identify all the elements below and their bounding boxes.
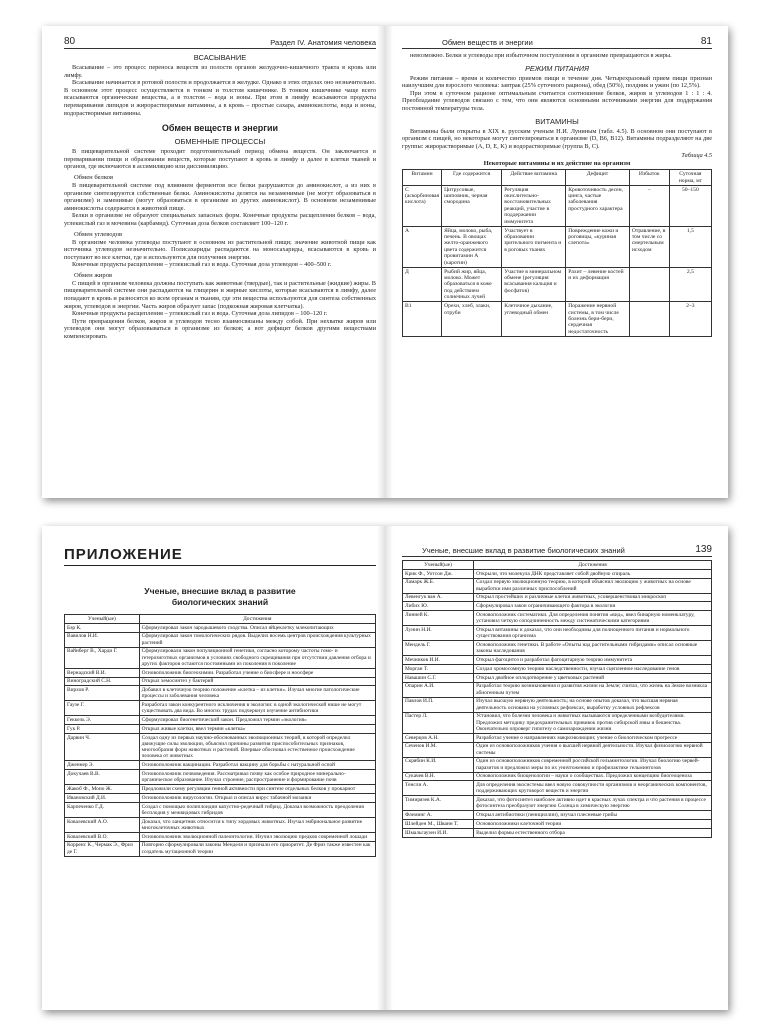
table-cell: Открыл витамины и доказал, что они необходимы для полноценного питания и нормального существования организма xyxy=(474,626,712,641)
table-cell: Создал хромосомную теорию наследственности, изучал сцепленное наследование генов xyxy=(474,664,712,673)
paragraph: Витамины были открыты в XIX в. русским ученым Н.И. Луниным (табл. 4.5). В основном они поступают в организм с пищей, но некоторые могут синтезироваться в организме (D, B6, B12). Витамины подразделяют на две группы: жирорастворимые (A, D, E, K) и водорастворимые (группа B, C). xyxy=(402,127,712,150)
paragraph: Всасывание – это процесс переноса веществ из полости органов желудочно-кишечного тракта в кровь или лимфу. xyxy=(64,64,376,79)
table-cell: Сформулировал закон зародышевого сходства. Описал яйцеклетку млекопитающих xyxy=(139,623,375,632)
subheading-fats: Обмен жиров xyxy=(74,271,113,279)
table-cell: Ковалевский В.О. xyxy=(65,832,140,841)
table-row xyxy=(65,677,376,686)
table-cell: Навашин С.Г. xyxy=(403,673,474,682)
table-cell: Вернадский В.И. xyxy=(65,668,140,677)
table-cell: Основоположники клеточной теории xyxy=(474,820,712,829)
table-cell: C (аскорбиновая кислота) xyxy=(403,185,442,226)
subheading-protein: Обмен белков xyxy=(74,173,114,181)
paragraph: невозможно. Белки и углеводы при избыточном поступлении в организме превращаются в жиры. xyxy=(410,52,672,59)
table-header-row xyxy=(65,615,376,624)
table-cell: Для определения экосистемы ввел новую совокупности организмов и неорганических компонентов, поддерживающих круговорот веществ и энергии xyxy=(474,781,712,796)
table-cell: Гук Р. xyxy=(65,725,140,734)
table-cell: Вайнберг В., Харди Г. xyxy=(65,647,140,668)
table-row xyxy=(403,569,712,578)
table-row xyxy=(403,611,712,626)
table-row xyxy=(403,781,712,796)
table-cell: 2–3 xyxy=(669,302,711,337)
paragraph: Всасывание начинается в ротовой полости и продолжается в желудке. Однако в этих отделах оно незначительно. В основном этот процесс осуществляется в тонком и толстом кишечнике. В тонком кишечнике чаще всего всасываются органические вещества, а в толстом – вода и ионы. При этом в лимфу всасываются продукты переваривания липидов и жирорастворимые витамины, а в кровь – простые сахара, аминокислоты, вода и ионы, водорастворимые витамины. xyxy=(64,79,376,117)
paragraph: Режим питания – время и количество приемов пищи в течение дня. Четырехразовый прием пищи признан наилучшим для взрослого человека: завтрак (25% суточного рациона), обед (50%), полдник и ужин (по 12,5%). xyxy=(402,74,712,90)
table-cell: Основоположник вирусологии. Открыл и описал вирус табачной мозаики xyxy=(139,793,375,802)
table-cell: Установил, что болезни человека и животных вызываются определенными возбудителями. Предложил методику предохранительных прививок против сибирской язвы и бешенства. Окончательно опроверг гипотезу о самозарождении жизни xyxy=(474,712,712,733)
table-header-cell: Действие витамина xyxy=(502,170,566,185)
table-row xyxy=(403,578,712,593)
paragraph: В пищеварительной системе проходит подготовительный период обмена веществ. Он заключается в переваривании пищи и образовании веществ, которые поступают в кровь и лимфу и далее в клетки тканей и органов, где включаются в ассимиляцию или диссимиляцию. xyxy=(64,148,376,171)
table-cell: Повреждение кожи и роговицы, «куриная слепота» xyxy=(566,226,630,267)
table-cell: Создал первую эволюционную теорию, в которой объяснил эволюцию у животных на основе выработки ими различных приспособлений xyxy=(474,578,712,593)
table-cell: Основоположник почвоведения. Рассматривал почву как особое природное минерально-органическое образование. Изучал строение, распространение и формирование почв xyxy=(139,770,375,785)
table-cell: Геккель Э. xyxy=(65,716,140,725)
table-cell: Шмальгаузен И.И. xyxy=(403,828,474,837)
table-cell: Основоположник эволюционной палеонтологии. Изучил эволюцию предков современной лошади xyxy=(139,832,375,841)
table-header-cell: Ученый(ые) xyxy=(403,561,474,570)
table-cell: Тенсли А. xyxy=(403,781,474,796)
table-cell: Лунин Н.И. xyxy=(403,626,474,641)
table-cell: Основоположник биогеохимии. Разработал учение о биосфере и ноосфере xyxy=(139,668,375,677)
table-cell: Цитрусовые, шиповник, черная смородина xyxy=(442,185,502,226)
table-row xyxy=(65,770,376,785)
paragraph: Белки в организме не образуют специальных запасных форм. Конечные продукты расщепления белков – вода, углекислый газ и мочевина (карбамид). Суточная доза белков составляет 100–120 г. xyxy=(64,212,376,227)
table-row xyxy=(403,796,712,811)
table-header-cell: Где содержится xyxy=(442,170,502,185)
table-cell: Шлейден М., Шванн Т. xyxy=(403,820,474,829)
table-row xyxy=(403,733,712,742)
vitamins-table xyxy=(402,169,712,337)
table-cell: Сформулировал закон ограничивающего фактора в экологии xyxy=(474,602,712,611)
table-cell: Бэр К. xyxy=(65,623,140,632)
table-row xyxy=(65,668,376,677)
table-cell: Клеточное дыхание, углеводный обмен xyxy=(502,302,566,337)
table-cell: Добавил в клеточную теорию положение «клетка – из клетки». Изучал многие патологические процессы и заболевания человека xyxy=(139,686,375,701)
table-cell: Виноградский С.Н. xyxy=(65,677,140,686)
table-cell: Докучаев В.В. xyxy=(65,770,140,785)
paragraph: В организме человека углеводы поступают в основном из растительной пищи; значение животной пищи как источника углеводов незначительно. Полисахариды распадаются на моносахариды, всасываются в кровь и поступают во все клетки, где и используются для получения энергии. xyxy=(64,238,376,261)
paragraph: Пути превращения белков, жиров и углеводов тесно взаимосвязаны между собой. При нехватке жиров или углеводов они могут образовываться в организме из белков; а вот дефицит белков другими веществами компенсировать xyxy=(64,317,376,341)
table-cell: Мечников И.И. xyxy=(403,656,474,665)
table-cell: Открыл хемосинтез у бактерий xyxy=(139,677,375,686)
table-cell: Ковалевский А.О. xyxy=(65,817,140,832)
table-row xyxy=(403,602,712,611)
table-cell: Разработал учение о направлениях макроэволюции; учение о биологическом прогрессе xyxy=(474,733,712,742)
table-cell: Один из основоположников современной российской гельминтологии. Изучал биологию червей-паразитов и предложил меры по их уничтожению и профилактике гельминтозов xyxy=(474,757,712,772)
table-cell: Предложили схему регуляции генной активности при синтезе отдельных белков у прокариот xyxy=(139,785,375,794)
table-row xyxy=(403,682,712,697)
paragraph: В пищеварительной системе под влиянием ферментов все белки разрушаются до аминокислот, а из них в организме синтезируются собственные белки. Аминокислоты делятся на незаменимые (не могут образоваться в организме) и заменимые (могут образоваться в организме из других аминокислот). В основном незаменимые аминокислоты содержатся в животной пище. xyxy=(64,181,376,212)
table-cell: Сеченов И.М. xyxy=(403,742,474,757)
table-cell: Основоположник биоценологии – науки о сообществах. Предложил концепцию биогеоценоза xyxy=(474,772,712,781)
table-row xyxy=(403,697,712,712)
table-row xyxy=(403,811,712,820)
table-cell: Открыл фагоцитоз и разработал фагоцитарную теорию иммунитета xyxy=(474,656,712,665)
paragraph: При этом в суточном рационе оптимальным считается соотношение белков, жиров и углеводов 1 : 1 : 4. Преобладание углеводов связано с тем, что они являются основными источниками энергии для поддержания постоянной температуры тела. xyxy=(402,89,712,112)
table-cell: Карпеченко Г.Д. xyxy=(65,802,140,817)
paragraph: Конечные продукты расщепления – углекислый газ и вода. Суточная доза углеводов – 400–500 г. xyxy=(72,261,332,269)
heading-vitamins: ВИТАМИНЫ xyxy=(535,116,579,126)
table-header-row xyxy=(403,561,712,570)
running-head-139 xyxy=(402,544,712,557)
table-row xyxy=(403,820,712,829)
table-row xyxy=(65,793,376,802)
heading-diet: РЕЖИМ ПИТАНИЯ xyxy=(525,63,589,73)
table-row xyxy=(65,647,376,668)
table-cell: Рыбий жир, яйца, молоко. Может образоваться в коже под действием солнечных лучей xyxy=(442,267,502,302)
table-cell: Жакоб Ф., Моно Ж. xyxy=(65,785,140,794)
table-cell: Флеминг А. xyxy=(403,811,474,820)
table-header-cell: Суточная норма, мг xyxy=(669,170,711,185)
table-cell: Корренс К., Чермак Э., Фриз де Г. xyxy=(65,841,140,856)
table-cell: Павлов И.П. xyxy=(403,697,474,712)
table-cell: Открыл антибиотики (пенициллин), изучал плесневые грибы xyxy=(474,811,712,820)
table-row xyxy=(65,733,376,760)
heading-processes: ОБМЕННЫЕ ПРОЦЕССЫ xyxy=(174,137,266,147)
table-row xyxy=(65,623,376,632)
table-row xyxy=(65,701,376,716)
table-cell xyxy=(629,267,669,302)
table-cell: – xyxy=(629,185,669,226)
heading-absorption: ВСАСЫВАНИЕ xyxy=(193,53,247,62)
table-cell: Тимирязев К.А. xyxy=(403,796,474,811)
table-cell: Участвует в образовании зрительного пигмента и в роговых тканях xyxy=(502,226,566,267)
running-head-text: Ученые, внесшие вклад в развитие биологических знаний xyxy=(422,546,625,555)
table-cell: Вирхов Р. xyxy=(65,686,140,701)
appendix-title: Ученые, внесшие вклад в развитие биологических знаний xyxy=(144,586,296,607)
table-cell: Один из основоположников учения о высшей нервной деятельности. Изучал физиологию нервной системы xyxy=(474,742,712,757)
table-row xyxy=(403,226,712,267)
table-header-cell: Достижения xyxy=(139,615,375,624)
table-cell: Открыл живые клетки, ввел термин «клетка» xyxy=(139,725,375,734)
table-cell: Открыли, что молекула ДНК представляет собой двойную спираль xyxy=(474,569,712,578)
table-cell: Открыл простейших и различные клетки животных, усовершенствовал микроскоп xyxy=(474,593,712,602)
paragraph: С пищей в организм человека должны поступать как животные (твердые), так и растительные (жидкие) жиры. В пищеварительной системе они распадаются на глицерин и жирные кислоты, которые всасываются в лимфу, далее попадают в кровь и разносятся ко всем органам и тканям, где эти вещества используются для синтеза собственных жиров, углеводов и энергии. Часть жиров образует запас (подкожная жировая клетчатка). xyxy=(64,279,376,310)
table-cell: Орехи, хлеб, злаки, отруби xyxy=(442,302,502,337)
table-header-row xyxy=(403,170,712,185)
table-cell: Создал одну из первых научно-обоснованных эволюционных теорий, в которой определил движущие силы эволюции, объяснил причины развития приспособительных признаков, многообразия форм животных и растений. Впервые обосновал естественное происхождение человека от животных xyxy=(139,733,375,760)
table-cell: Открыл двойное оплодотворение у цветковых растений xyxy=(474,673,712,682)
table-row xyxy=(65,832,376,841)
table-cell: Гаузе Г. xyxy=(65,701,140,716)
table-cell: Левенгук ван А. xyxy=(403,593,474,602)
table-row xyxy=(403,185,712,226)
table-cell: Сукачев В.Н. xyxy=(403,772,474,781)
table-cell: Крик Ф., Уотсон Дж. xyxy=(403,569,474,578)
table-header-cell: Ученый(ые) xyxy=(65,615,140,624)
table-row xyxy=(403,302,712,337)
table-cell: Мендель Г. xyxy=(403,641,474,656)
table-row xyxy=(403,626,712,641)
subheading-carbs: Обмен углеводов xyxy=(74,230,123,238)
table-row xyxy=(403,757,712,772)
scientists-table-left xyxy=(64,614,376,857)
table-cell: Линней К. xyxy=(403,611,474,626)
table-cell: Скрябин К.И. xyxy=(403,757,474,772)
table-cell: Отравление, в том числе со смертельным исходом xyxy=(629,226,669,267)
table-cell xyxy=(629,302,669,337)
page-number: 139 xyxy=(695,544,712,555)
table-cell: Кровоточивость десен, цинга, частые заболевания простудного характера xyxy=(566,185,630,226)
table-cell: Д xyxy=(403,267,442,302)
table-cell: Дженнер Э. xyxy=(65,761,140,770)
table-row xyxy=(403,772,712,781)
table-row xyxy=(65,725,376,734)
table-row xyxy=(403,267,712,302)
table-cell: Рахит – левение костей и их деформация xyxy=(566,267,630,302)
table-row xyxy=(403,641,712,656)
table-header-cell: Дефицит xyxy=(566,170,630,185)
page-81 xyxy=(402,26,712,498)
table-cell: Ивановский Д.И. xyxy=(65,793,140,802)
table-row xyxy=(65,817,376,832)
table-cell: Основоположник вакцинации. Разработал вакцину для борьбы с натуральной оспой xyxy=(139,761,375,770)
table-cell: Доказал, что фотосинтез наиболее активно идет в красных лучах спектра и что растения в процессе фотосинтеза преобразуют энергию Солнца в химическую энергию xyxy=(474,796,712,811)
table-row xyxy=(65,802,376,817)
table-cell: 50–150 xyxy=(669,185,711,226)
table-cell: 1,5 xyxy=(669,226,711,267)
table-row xyxy=(65,785,376,794)
table-cell: Создал с помощью полиплоидии капустно-редечный гибрид. Доказал возможность преодоления бесплодия у межвидовых гибридов xyxy=(139,802,375,817)
table-cell: Опарин А.И. xyxy=(403,682,474,697)
table-cell: Выделил формы естественного отбора xyxy=(474,828,712,837)
table-cell: Разработал теорию возникновения и развития жизни на Земле; считал, что жизнь на Земле возникла абиогенным путем xyxy=(474,682,712,697)
table-cell: Участие в минеральном обмене (регуляция всасывания кальция и фосфатов) xyxy=(502,267,566,302)
table-row xyxy=(65,841,376,856)
book-spread-top xyxy=(42,26,728,498)
table-cell: Основоположник генетики. В работе «Опыты над растительными гибридами» описал основные законы наследования xyxy=(474,641,712,656)
table-cell: B1 xyxy=(403,302,442,337)
table-row xyxy=(65,686,376,701)
running-head-81 xyxy=(402,36,712,49)
running-head-80 xyxy=(64,36,376,49)
table-cell: Морган Т. xyxy=(403,664,474,673)
appendix-heading: ПРИЛОЖЕНИЕ xyxy=(64,546,183,563)
table-title: Некоторые витамины и их действие на организм xyxy=(483,160,631,168)
table-header-cell: Избыток xyxy=(629,170,669,185)
table-cell: Северцов А.Н. xyxy=(403,733,474,742)
page-80 xyxy=(64,26,376,498)
table-row xyxy=(403,593,712,602)
table-cell: Ламарк Ж.Б. xyxy=(403,578,474,593)
table-cell: Яйца, молоко, рыба, печень. В овощах желто-оранжевого цвета содержится провитамин A (каротин) xyxy=(442,226,502,267)
table-row xyxy=(403,656,712,665)
table-cell: Изучал высшую нервную деятельность; на основе опытов доказал, что высшая нервная деятельность основана на условных рефлексах, выработку условных рефлексов xyxy=(474,697,712,712)
table-row xyxy=(65,716,376,725)
table-header-cell: Достижения xyxy=(474,561,712,570)
table-cell: Регуляция окислительно-восстановительных реакций, участие в поддержании иммунитета xyxy=(502,185,566,226)
table-cell: Вавилов Н.И. xyxy=(65,632,140,647)
table-cell: 2,5 xyxy=(669,267,711,302)
table-cell: Разработал закон конкурентного исключения в экологии: в одной экологической нише не могут существовать два вида. Во многих трудах подчеркнул изучение антибиотики xyxy=(139,701,375,716)
table-row xyxy=(403,712,712,733)
page-139 xyxy=(402,526,712,1010)
table-row xyxy=(403,664,712,673)
table-row xyxy=(65,632,376,647)
running-head-text: Обмен веществ и энергии xyxy=(442,38,533,47)
spine-gutter xyxy=(377,26,393,498)
table-cell: Сформулировал биогенетический закон. Предложил термин «экология» xyxy=(139,716,375,725)
running-head-text: Раздел IV. Анатомия человека xyxy=(270,38,376,47)
table-row xyxy=(403,828,712,837)
spine-gutter xyxy=(377,526,393,1010)
table-cell: Поражение нервной системы, в том числе болезнь бери-бери, сердечная недостаточность xyxy=(566,302,630,337)
table-cell: Сформулировал закон гомологических рядов. Выделил восемь центров происхождения культурных растений xyxy=(139,632,375,647)
table-cell: A xyxy=(403,226,442,267)
book-spread-bottom xyxy=(42,526,728,1010)
table-number: Таблица 4.5 xyxy=(681,152,712,160)
table-row xyxy=(403,742,712,757)
table-cell: Повторно сформулировали законы Менделя и признали его приоритет. Де Фриз также известен как создатель мутационной теории xyxy=(139,841,375,856)
table-cell: Сформулировали закон популяционной генетики, согласно которому частоты гомо- и гетерозиготных организмов в условиях свободного скрещивания при отсутствии давления отбора и других факторов остаются постоянными из поколения в поколение xyxy=(139,647,375,668)
table-row xyxy=(65,761,376,770)
heading-rule xyxy=(64,565,376,566)
table-row xyxy=(403,673,712,682)
table-cell: Дарвин Ч. xyxy=(65,733,140,760)
paragraph: Конечные продукты расщепления – углекислый газ и вода. Суточная доза липидов – 100–120 г. xyxy=(72,310,328,318)
table-cell: Пастер Л. xyxy=(403,712,474,733)
table-cell: Основоположник систематики. Для определения понятия «вид», ввел бинарную номенклатуру, установил четкую соподчиненность между систематическими категориями xyxy=(474,611,712,626)
page-number: 80 xyxy=(64,36,76,47)
page-number: 81 xyxy=(700,36,712,47)
heading-metabolism: Обмен веществ и энергии xyxy=(161,123,279,134)
page-appendix-left xyxy=(64,526,376,1010)
table-header-cell: Витамин xyxy=(403,170,442,185)
table-cell: Либих Ю. xyxy=(403,602,474,611)
scientists-table-right xyxy=(402,560,712,838)
table-cell: Доказал, что ланцетник относится к типу хордовых животных. Изучал эмбриональное развитие многоклеточных животных xyxy=(139,817,375,832)
